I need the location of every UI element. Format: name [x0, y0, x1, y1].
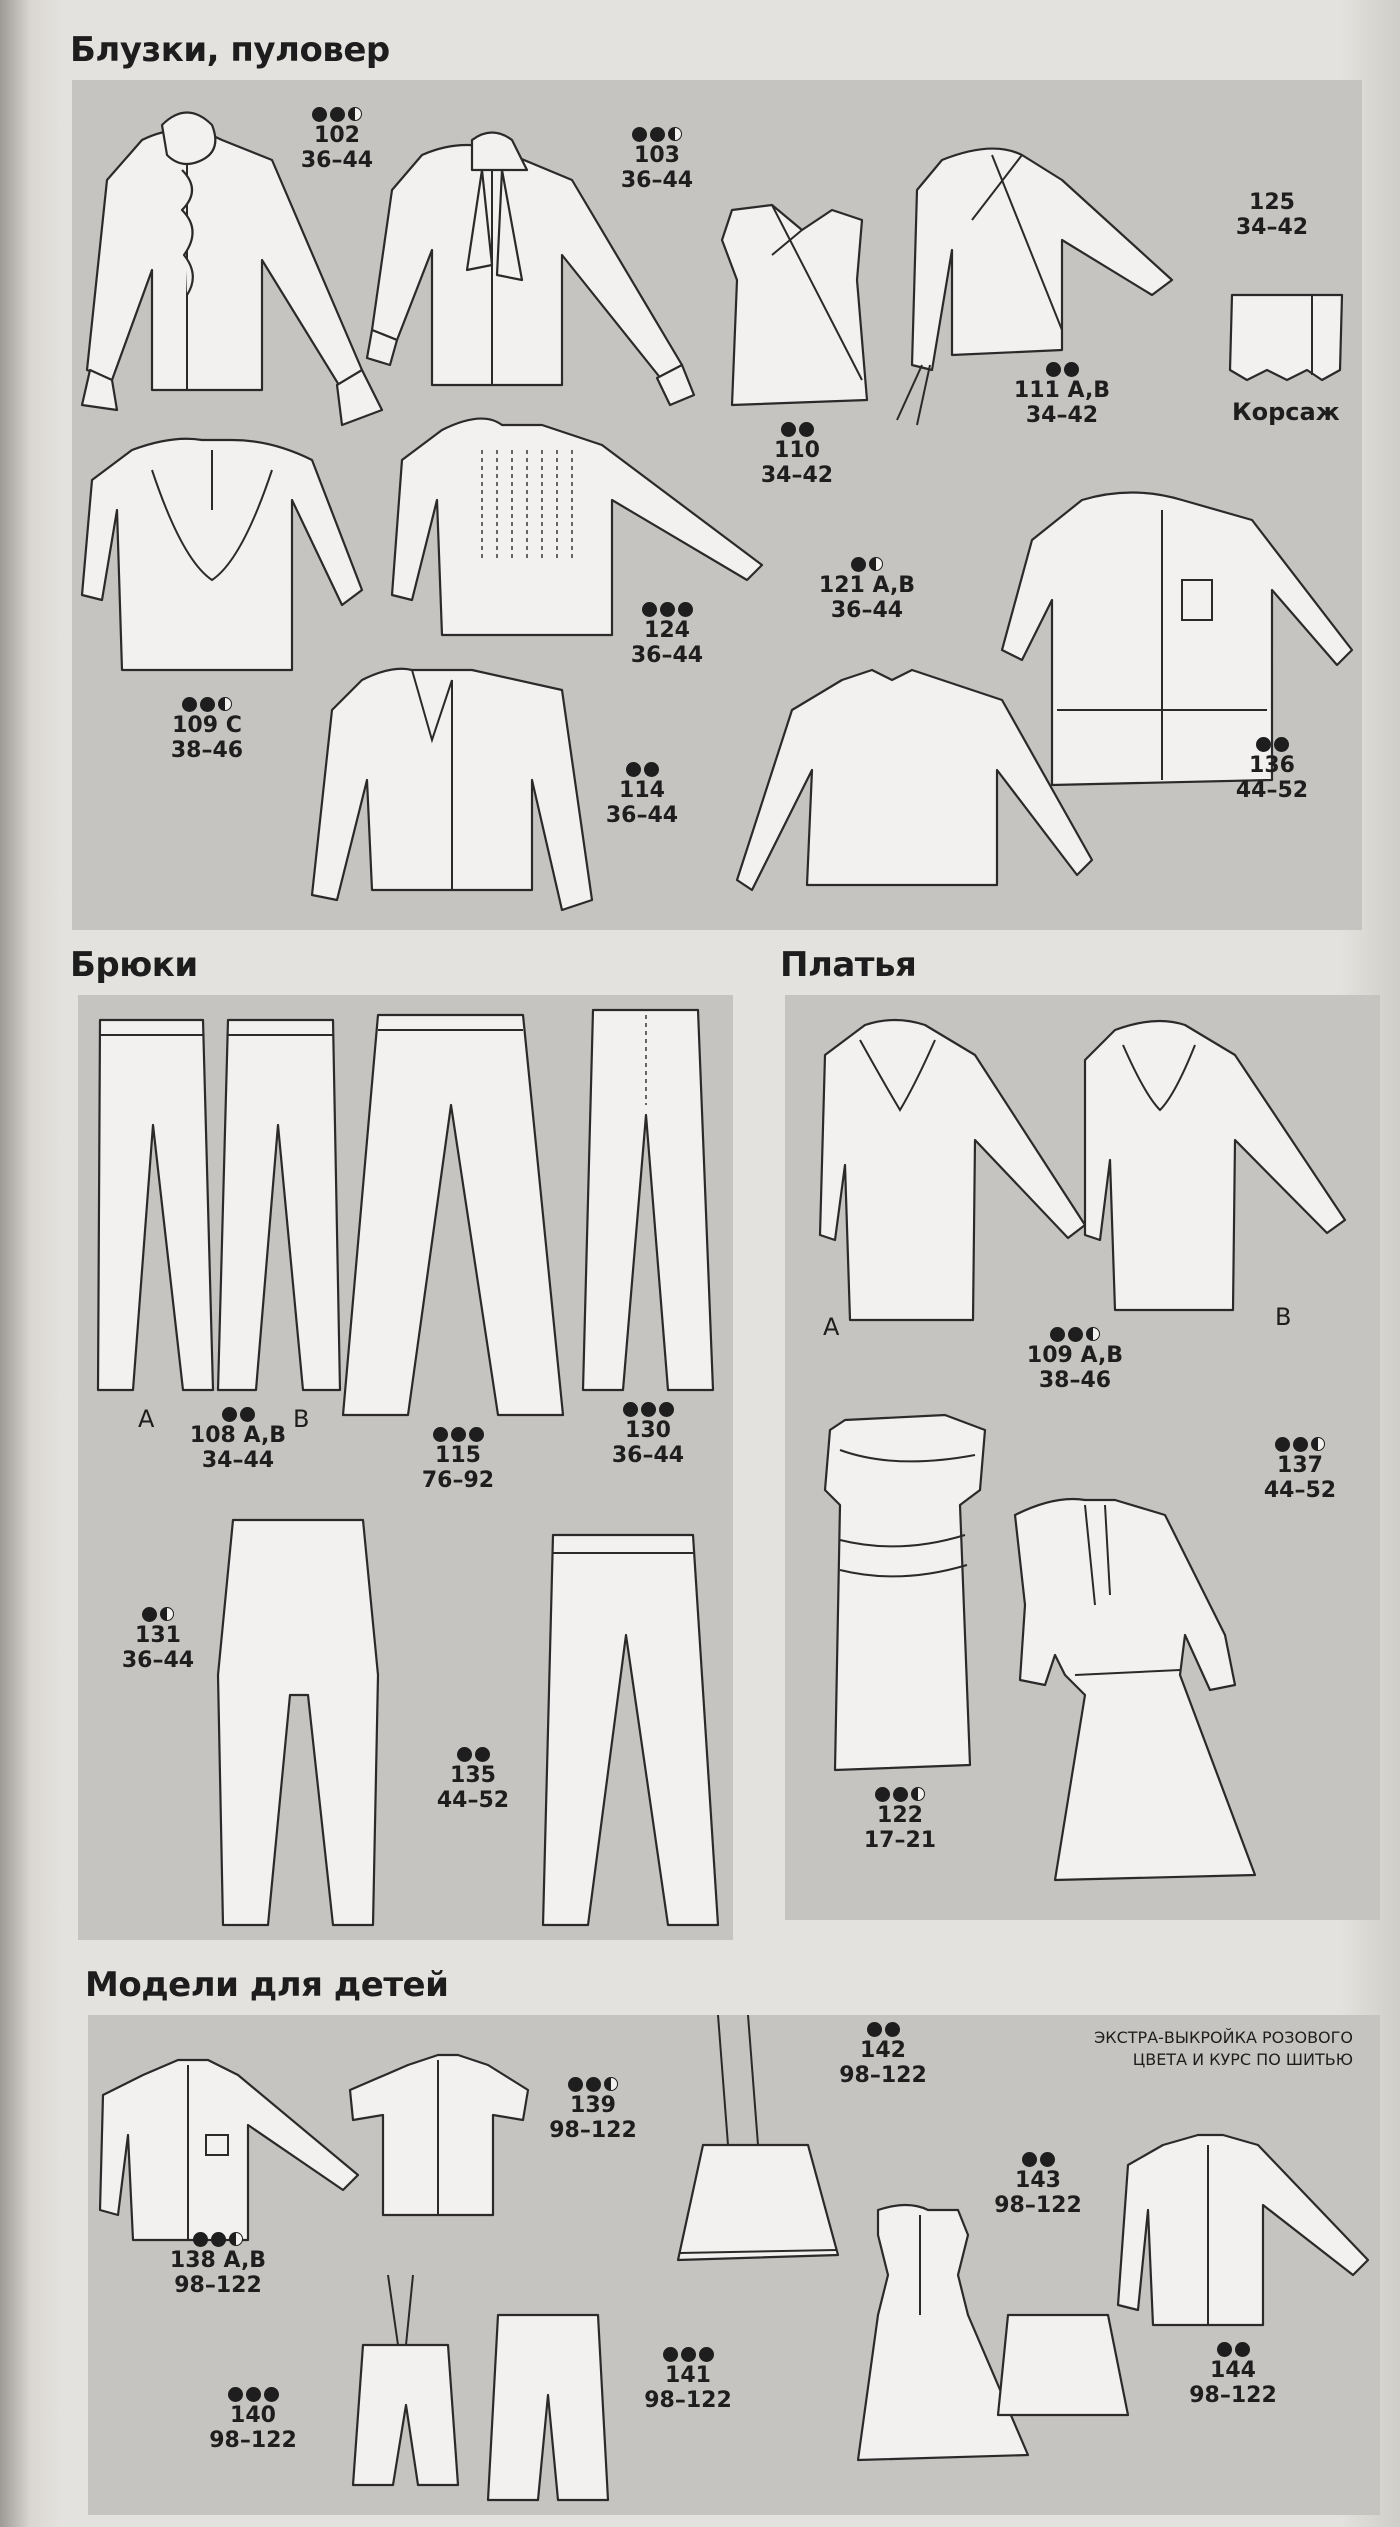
size-range-115: 76–92	[421, 1468, 495, 1494]
difficulty-144	[1178, 2340, 1288, 2358]
model-number-142: 142	[860, 2038, 906, 2063]
difficulty-143	[983, 2150, 1093, 2168]
trousers-panel	[78, 995, 733, 1940]
difficulty-121	[802, 555, 932, 573]
size-range-141: 98–122	[644, 2388, 732, 2414]
blouses-panel	[72, 80, 1362, 930]
difficulty-103	[602, 125, 712, 143]
garment-125-corsage	[1230, 295, 1342, 380]
model-number-115: 115	[435, 1443, 481, 1468]
difficulty-108	[173, 1405, 303, 1423]
label-140	[198, 2385, 308, 2454]
garment-139	[350, 2055, 528, 2215]
difficulty-142	[828, 2020, 938, 2038]
difficulty-109c	[147, 695, 267, 713]
size-range-137: 44–52	[1263, 1478, 1337, 1504]
section-title-blouses: Блузки, пуловер	[70, 30, 390, 70]
label-130	[593, 1400, 703, 1469]
size-range-135: 44–52	[436, 1788, 510, 1814]
difficulty-130	[593, 1400, 703, 1418]
size-range-131: 36–44	[121, 1648, 195, 1674]
difficulty-141	[633, 2345, 743, 2363]
blouses-illustrations	[72, 80, 1362, 930]
label-141	[633, 2345, 743, 2414]
garment-115	[343, 1015, 563, 1415]
size-range-144: 98–122	[1189, 2383, 1277, 2409]
garment-108a	[98, 1020, 213, 1390]
model-number-143: 143	[1015, 2168, 1061, 2193]
model-number-125: 125	[1249, 190, 1295, 215]
size-range-140: 98–122	[209, 2428, 297, 2454]
difficulty-102	[282, 105, 392, 123]
garment-140-pants	[488, 2315, 608, 2500]
difficulty-135	[418, 1745, 528, 1763]
model-number-110: 110	[774, 438, 820, 463]
garment-143	[858, 2205, 1128, 2460]
difficulty-138	[153, 2230, 283, 2248]
garment-144	[1118, 2135, 1368, 2325]
size-range-109c: 38–46	[170, 738, 244, 764]
tag-corsage: Корсаж	[1232, 398, 1340, 426]
garment-109c	[82, 439, 362, 670]
size-range-125: 34–42	[1235, 215, 1309, 241]
size-range-124: 36–44	[630, 643, 704, 669]
model-number-124: 124	[644, 618, 690, 643]
label-143	[983, 2150, 1093, 2219]
extra-pattern-note-line2: ЦВЕТА И КУРС ПО ШИТЬЮ	[1132, 2050, 1353, 2070]
difficulty-109ab	[1010, 1325, 1140, 1343]
size-range-108: 34–44	[201, 1448, 275, 1474]
extra-pattern-note	[988, 2027, 1353, 2072]
garment-110	[722, 205, 867, 405]
garment-142	[678, 2015, 838, 2260]
garment-138	[100, 2060, 358, 2240]
label-136	[1222, 735, 1322, 804]
label-138	[153, 2230, 283, 2299]
size-range-136: 44–52	[1235, 778, 1309, 804]
model-number-131: 131	[135, 1623, 181, 1648]
label-135	[418, 1745, 528, 1814]
garment-109a	[820, 1020, 1085, 1320]
label-110	[747, 420, 847, 489]
model-number-109ab: 109 A,B	[1026, 1343, 1124, 1368]
size-range-109ab: 38–46	[1038, 1368, 1112, 1394]
size-range-139: 98–122	[549, 2118, 637, 2144]
label-137	[1245, 1435, 1355, 1504]
model-number-130: 130	[625, 1418, 671, 1443]
model-number-144: 144	[1210, 2358, 1256, 2383]
label-125	[1222, 190, 1322, 241]
difficulty-131	[103, 1605, 213, 1623]
label-111	[1002, 360, 1122, 429]
garment-137	[1015, 1499, 1255, 1880]
difficulty-115	[403, 1425, 513, 1443]
garment-114	[312, 669, 592, 910]
model-number-137: 137	[1277, 1453, 1323, 1478]
size-range-138: 98–122	[174, 2273, 262, 2299]
garment-122	[825, 1415, 985, 1770]
garment-130	[583, 1010, 713, 1390]
label-124	[612, 600, 722, 669]
garment-108b	[218, 1020, 340, 1390]
size-range-102: 36–44	[300, 148, 374, 174]
garment-135	[543, 1535, 718, 1925]
model-number-141: 141	[665, 2363, 711, 2388]
model-number-109c: 109 C	[172, 713, 242, 738]
difficulty-124	[612, 600, 722, 618]
difficulty-122	[845, 1785, 955, 1803]
label-139	[538, 2075, 648, 2144]
label-131	[103, 1605, 213, 1674]
size-range-111: 34–42	[1025, 403, 1099, 429]
label-115	[403, 1425, 513, 1494]
model-number-122: 122	[877, 1803, 923, 1828]
difficulty-136	[1222, 735, 1322, 753]
garment-121	[737, 670, 1092, 890]
garment-109b	[1085, 1021, 1345, 1310]
garment-140	[353, 2275, 458, 2485]
section-title-dresses: Платья	[780, 945, 917, 985]
model-number-140: 140	[230, 2403, 276, 2428]
model-number-139: 139	[570, 2093, 616, 2118]
difficulty-111	[1002, 360, 1122, 378]
size-range-103: 36–44	[620, 168, 694, 194]
model-number-135: 135	[450, 1763, 496, 1788]
size-range-121: 36–44	[830, 598, 904, 624]
label-108	[173, 1405, 303, 1474]
label-109c	[147, 695, 267, 764]
label-142	[828, 2020, 938, 2089]
label-122	[845, 1785, 955, 1854]
size-range-114: 36–44	[605, 803, 679, 829]
size-range-122: 17–21	[863, 1828, 937, 1854]
model-number-103: 103	[634, 143, 680, 168]
difficulty-114	[592, 760, 692, 778]
label-121	[802, 555, 932, 624]
difficulty-139	[538, 2075, 648, 2093]
tag-trouser-b: B	[293, 1405, 310, 1433]
label-144	[1178, 2340, 1288, 2409]
size-range-130: 36–44	[611, 1443, 685, 1469]
model-number-136: 136	[1249, 753, 1295, 778]
kids-panel	[88, 2015, 1380, 2515]
section-title-kids: Модели для детей	[85, 1965, 449, 2005]
section-title-trousers: Брюки	[70, 945, 198, 985]
label-103	[602, 125, 712, 194]
size-range-110: 34–42	[760, 463, 834, 489]
size-range-143: 98–122	[994, 2193, 1082, 2219]
model-number-111: 111 A,B	[1013, 378, 1111, 403]
model-number-108: 108 A,B	[189, 1423, 287, 1448]
label-109ab	[1010, 1325, 1140, 1394]
tag-dress-b: B	[1275, 1303, 1292, 1331]
tag-dress-a: A	[823, 1313, 840, 1341]
tag-trouser-a: A	[138, 1405, 155, 1433]
model-number-121: 121 A,B	[818, 573, 916, 598]
difficulty-140	[198, 2385, 308, 2403]
model-number-114: 114	[619, 778, 665, 803]
size-range-142: 98–122	[839, 2063, 927, 2089]
extra-pattern-note-line1: ЭКСТРА-ВЫКРОЙКА РОЗОВОГО	[1094, 2028, 1353, 2047]
label-102	[282, 105, 392, 174]
label-114	[592, 760, 692, 829]
model-number-102: 102	[314, 123, 360, 148]
difficulty-110	[747, 420, 847, 438]
model-number-138: 138 A,B	[169, 2248, 267, 2273]
dresses-panel	[785, 995, 1380, 1920]
difficulty-137	[1245, 1435, 1355, 1453]
garment-131	[218, 1520, 378, 1925]
